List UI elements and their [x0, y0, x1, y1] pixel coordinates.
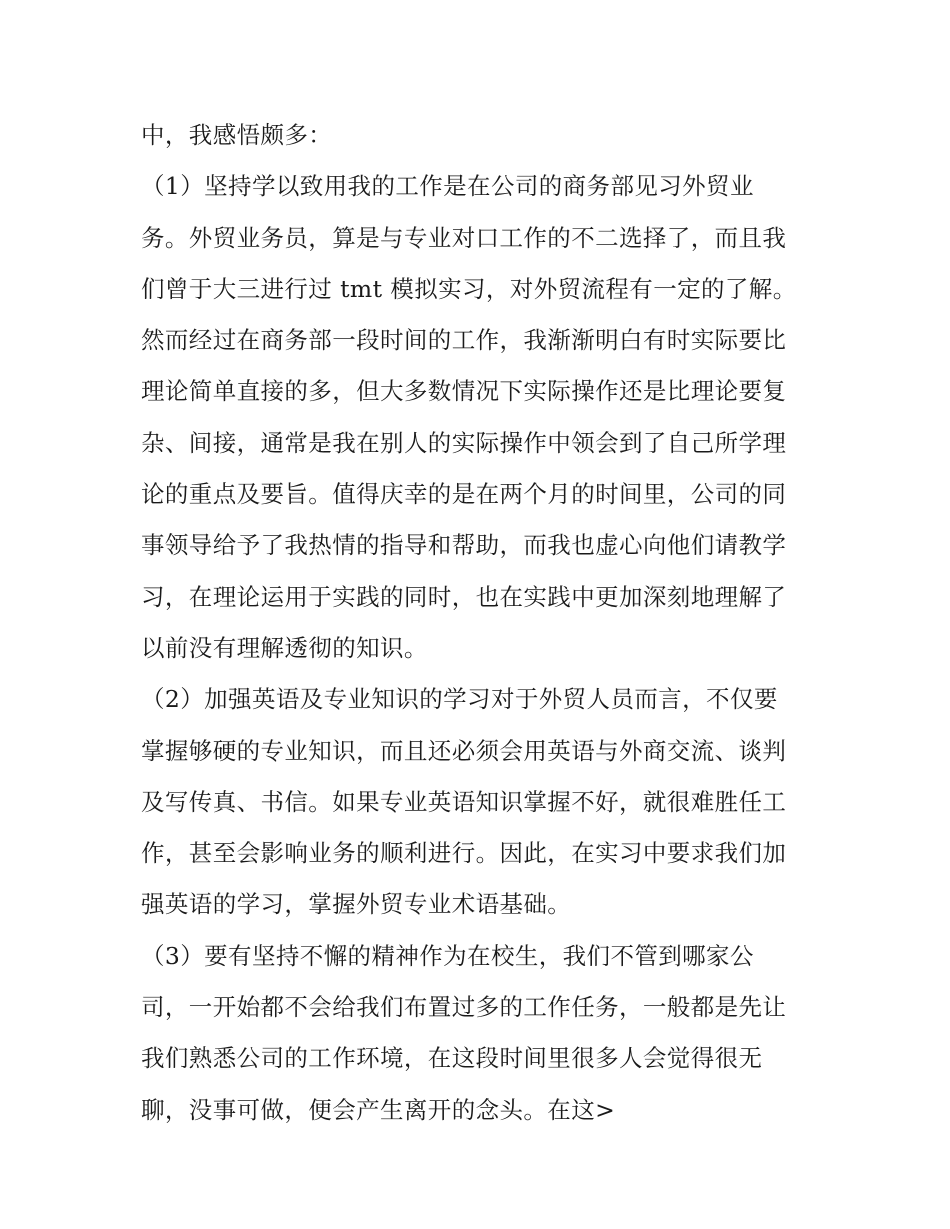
text-line: （2）加强英语及专业知识的学习对于外贸人员而言，不仅要	[141, 685, 778, 714]
body-text	[141, 110, 821, 1136]
text-line: 以前没有理解透彻的知识。	[141, 633, 428, 662]
text-line: 聊，没事可做，便会产生离开的念头。在这>	[141, 1095, 616, 1124]
text-line: 我们熟悉公司的工作环境，在这段时间里很多人会觉得很无	[141, 1044, 763, 1073]
text-line: 习，在理论运用于实践的同时，也在实践中更加深刻地理解了	[141, 582, 787, 611]
text-line: 们曾于大三进行过 tmt 模拟实习，对外贸流程有一定的了解。	[141, 274, 797, 303]
text-line: 中，我感悟颇多：	[141, 121, 333, 149]
text-line: 论的重点及要旨。值得庆幸的是在两个月的时间里，公司的同	[141, 480, 787, 509]
text-line: 掌握够硬的专业知识，而且还必须会用英语与外商交流、谈判	[141, 736, 787, 765]
text-line: 杂、间接，通常是我在别人的实际操作中领会到了自己所学理	[141, 428, 787, 457]
text-line: 及写传真、书信。如果专业英语知识掌握不好，就很难胜任工	[141, 787, 787, 816]
text-line: 事领导给予了我热情的指导和帮助，而我也虚心向他们请教学	[141, 531, 787, 560]
text-line: 然而经过在商务部一段时间的工作，我渐渐明白有时实际要比	[141, 326, 787, 355]
text-line: （1）坚持学以致用我的工作是在公司的商务部见习外贸业	[141, 172, 754, 201]
text-line: 作，甚至会影响业务的顺利进行。因此，在实习中要求我们加	[141, 839, 787, 868]
text-line: 司，一开始都不会给我们布置过多的工作任务，一般都是先让	[141, 993, 787, 1022]
text-line: （3）要有坚持不懈的精神作为在校生，我们不管到哪家公	[141, 941, 754, 970]
text-line: 理论简单直接的多，但大多数情况下实际操作还是比理论要复	[141, 377, 787, 406]
text-line: 强英语的学习，掌握外贸专业术语基础。	[141, 890, 572, 919]
text-line: 务。外贸业务员，算是与专业对口工作的不二选择了，而且我	[141, 223, 787, 252]
